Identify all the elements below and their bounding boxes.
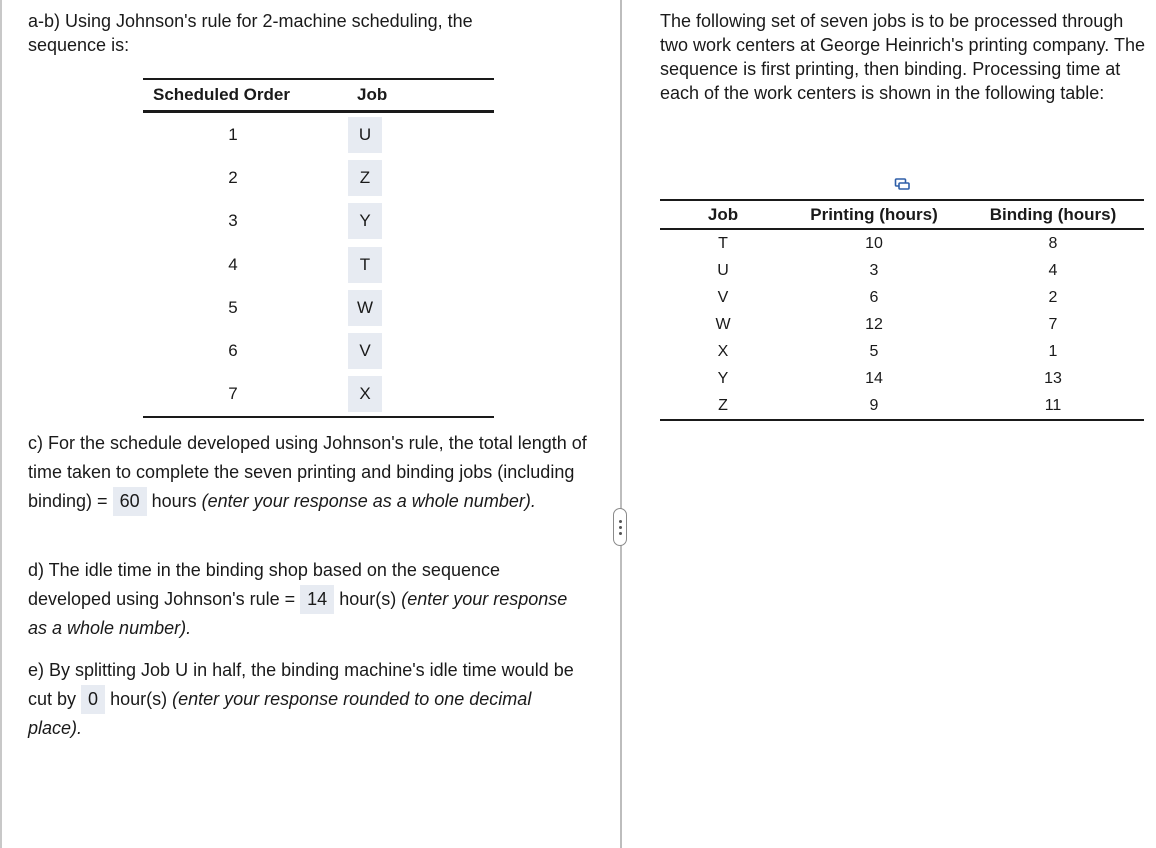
processing-table-header bbox=[660, 201, 1144, 230]
header-scheduled-order: Scheduled Order bbox=[153, 85, 290, 104]
part-c-unit: hours bbox=[151, 491, 197, 511]
job-answer-cell[interactable]: Z bbox=[348, 160, 382, 196]
part-c-answer[interactable]: 60 bbox=[113, 487, 147, 516]
job-cell: Z bbox=[718, 396, 728, 414]
scheduled-order: 3 bbox=[228, 211, 238, 231]
table-row bbox=[143, 373, 494, 416]
sequence-intro: a-b) Using Johnson's rule for 2-machine scheduling, the sequence is: bbox=[28, 11, 473, 55]
table-row bbox=[143, 286, 494, 329]
printing-cell: 9 bbox=[869, 396, 879, 414]
sequence-table-header bbox=[143, 80, 494, 113]
scheduled-order: 6 bbox=[228, 341, 238, 361]
printing-cell: 12 bbox=[865, 315, 883, 333]
table-row bbox=[143, 243, 494, 286]
printing-cell: 14 bbox=[865, 369, 883, 387]
table-row bbox=[660, 230, 1144, 257]
part-e-text: e) By splitting Job U in half, the binding machine's idle time would be cut by bbox=[28, 660, 574, 709]
part-e-unit: hour(s) bbox=[110, 689, 168, 709]
part-e-hint: (enter your response rounded to one decimal place). bbox=[28, 689, 532, 738]
part-c-hint: (enter your response as a whole number). bbox=[201, 491, 536, 511]
table-row bbox=[660, 338, 1144, 365]
table-row bbox=[143, 156, 494, 199]
job-cell: W bbox=[715, 315, 731, 333]
part-e-answer[interactable]: 0 bbox=[81, 685, 105, 714]
part-d-hint: (enter your response as a whole number). bbox=[28, 589, 568, 638]
header-printing: Printing (hours) bbox=[810, 204, 938, 224]
copy-table-icon[interactable] bbox=[894, 176, 910, 192]
binding-cell: 7 bbox=[1048, 315, 1058, 333]
table-row bbox=[143, 200, 494, 243]
part-d-unit: hour(s) bbox=[339, 589, 397, 609]
job-answer-cell[interactable]: W bbox=[348, 290, 382, 326]
job-answer-cell[interactable]: X bbox=[348, 376, 382, 412]
binding-cell: 11 bbox=[1044, 396, 1062, 414]
job-cell: X bbox=[717, 342, 729, 360]
problem-intro: The following set of seven jobs is to be processed through two work centers at George Heinrich's printing company. The sequence is first printing, then binding. Processing time at each of the work centers is shown in the following table: bbox=[660, 11, 1145, 103]
printing-cell: 5 bbox=[869, 342, 879, 360]
scheduled-order: 4 bbox=[228, 254, 238, 274]
scheduled-order: 1 bbox=[228, 124, 238, 144]
part-c-text: c) For the schedule developed using Johnson's rule, the total length of time taken to complete the seven printing and binding jobs (including binding) = bbox=[28, 433, 587, 511]
table-row bbox=[143, 329, 494, 372]
header-binding: Binding (hours) bbox=[989, 204, 1117, 224]
part-e bbox=[28, 656, 588, 743]
printing-cell: 6 bbox=[869, 288, 879, 306]
part-d-text: d) The idle time in the binding shop based on the sequence developed using Johnson's rule = bbox=[28, 560, 500, 609]
table-row bbox=[660, 392, 1144, 419]
job-answer-cell[interactable]: Y bbox=[348, 203, 382, 239]
processing-time-table bbox=[660, 199, 1144, 421]
scheduled-order: 7 bbox=[228, 384, 238, 404]
printing-cell: 10 bbox=[865, 234, 883, 252]
job-answer-cell[interactable]: V bbox=[348, 333, 382, 369]
table-row bbox=[660, 365, 1144, 392]
binding-cell: 4 bbox=[1048, 261, 1058, 279]
binding-cell: 2 bbox=[1048, 288, 1058, 306]
job-cell: T bbox=[718, 234, 728, 252]
left-border bbox=[0, 0, 2, 848]
table-row bbox=[660, 257, 1144, 284]
job-cell: U bbox=[717, 261, 729, 279]
part-d bbox=[28, 556, 588, 643]
job-answer-cell[interactable]: T bbox=[348, 247, 382, 283]
table-row bbox=[143, 113, 494, 156]
scheduled-order: 2 bbox=[228, 167, 238, 187]
header-job: Job bbox=[707, 204, 739, 224]
scheduled-order: 5 bbox=[228, 297, 238, 317]
part-d-answer[interactable]: 14 bbox=[300, 585, 334, 614]
header-job: Job bbox=[357, 85, 388, 104]
table-row bbox=[660, 284, 1144, 311]
pane-divider[interactable] bbox=[620, 0, 622, 848]
printing-cell: 3 bbox=[869, 261, 879, 279]
binding-cell: 1 bbox=[1048, 342, 1058, 360]
binding-cell: 13 bbox=[1044, 369, 1062, 387]
drag-handle-icon[interactable] bbox=[613, 508, 627, 546]
job-cell: V bbox=[717, 288, 729, 306]
part-c bbox=[28, 429, 588, 516]
job-cell: Y bbox=[717, 369, 729, 387]
binding-cell: 8 bbox=[1048, 234, 1058, 252]
table-row bbox=[660, 311, 1144, 338]
sequence-table bbox=[143, 78, 494, 418]
job-answer-cell[interactable]: U bbox=[348, 117, 382, 153]
